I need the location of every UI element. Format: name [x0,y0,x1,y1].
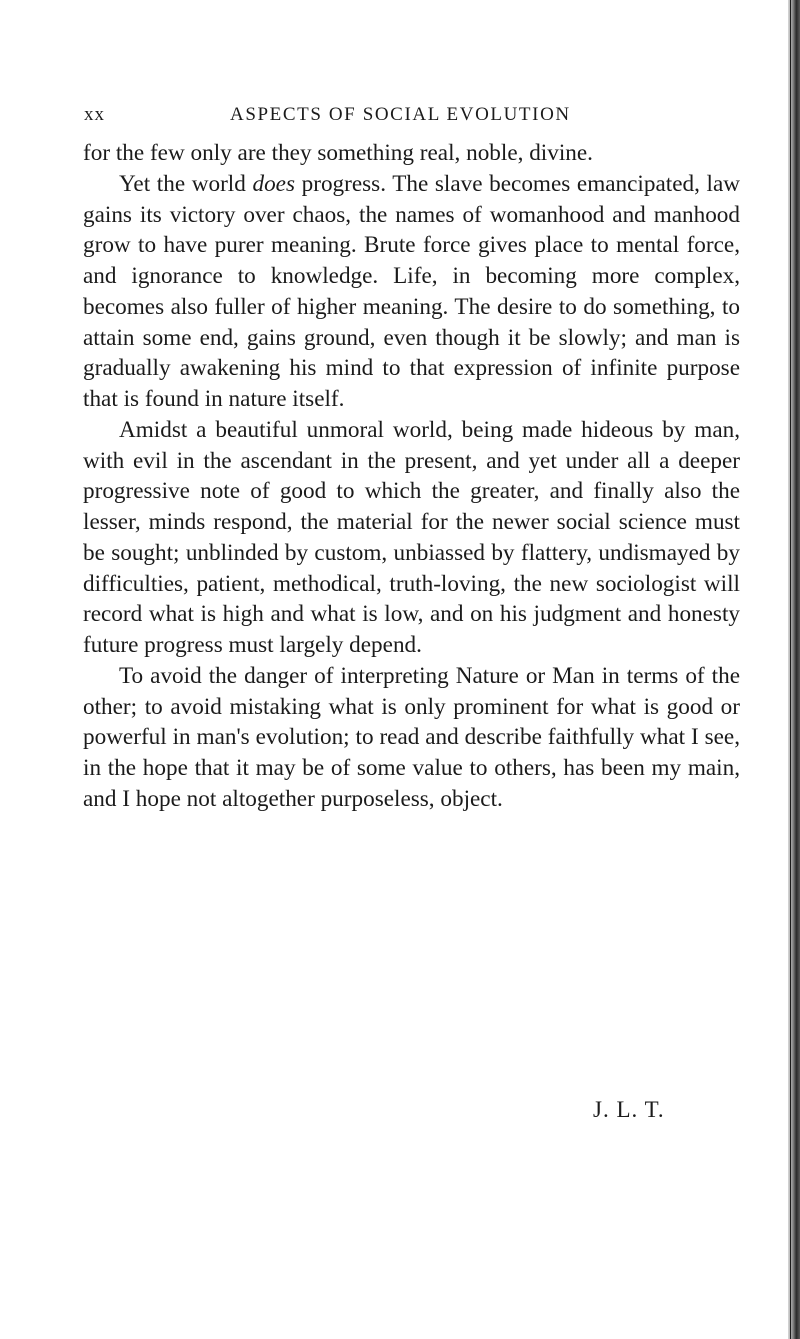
paragraph-2-lead: Yet the world [119,170,253,197]
page-edge-line [790,0,791,1339]
paragraph-2-rest: progress. The slave becomes emancipated, law gains its victory over chaos, the names of womanhood and manhood grow to have purer meaning. Brute force gives place to mental force, and ignorance to knowledge. Life, in becoming more complex, becomes also fuller of higher meaning. The desire to do something, to attain some end, gains ground, even though it be slowly; and man is gradually awakening his mind to that expression of infinite purpose that is found in nature itself. [83,170,740,412]
paragraph-4: To avoid the danger of interpreting Nature or Man in terms of the other; to avoid mistaking what is only prominent for what is good or powerful in man's evolution; to read and describe faithfully what I see, in the hope that it may be of some value to others, has been my main, and I hope not altogether purposeless, object. [83,662,740,812]
page-header [84,104,744,134]
page-number: xx [84,104,105,125]
author-initials: J. L. T. [593,1097,665,1122]
body-text [83,138,740,815]
paragraph-2-emphasis: does [252,170,295,197]
paragraph-2 [83,169,740,415]
paragraph-3: Amidst a beautiful unmoral world, being made hideous by man, with evil in the ascendant in the present, and yet under all a deeper progressive note of good to which the greater, and finally also the lesser, minds respond, the material for the newer social science must be sought; unblinded by custom, unbiassed by flattery, undismayed by difficulties, patient, methodical, truth-loving, the new sociologist will record what is high and what is low, and on his judgment and honesty future progress must largely depend. [83,416,740,658]
running-head: ASPECTS OF SOCIAL EVOLUTION [230,104,571,125]
paragraph-1: for the few only are they something real, noble, divine. [83,140,593,166]
